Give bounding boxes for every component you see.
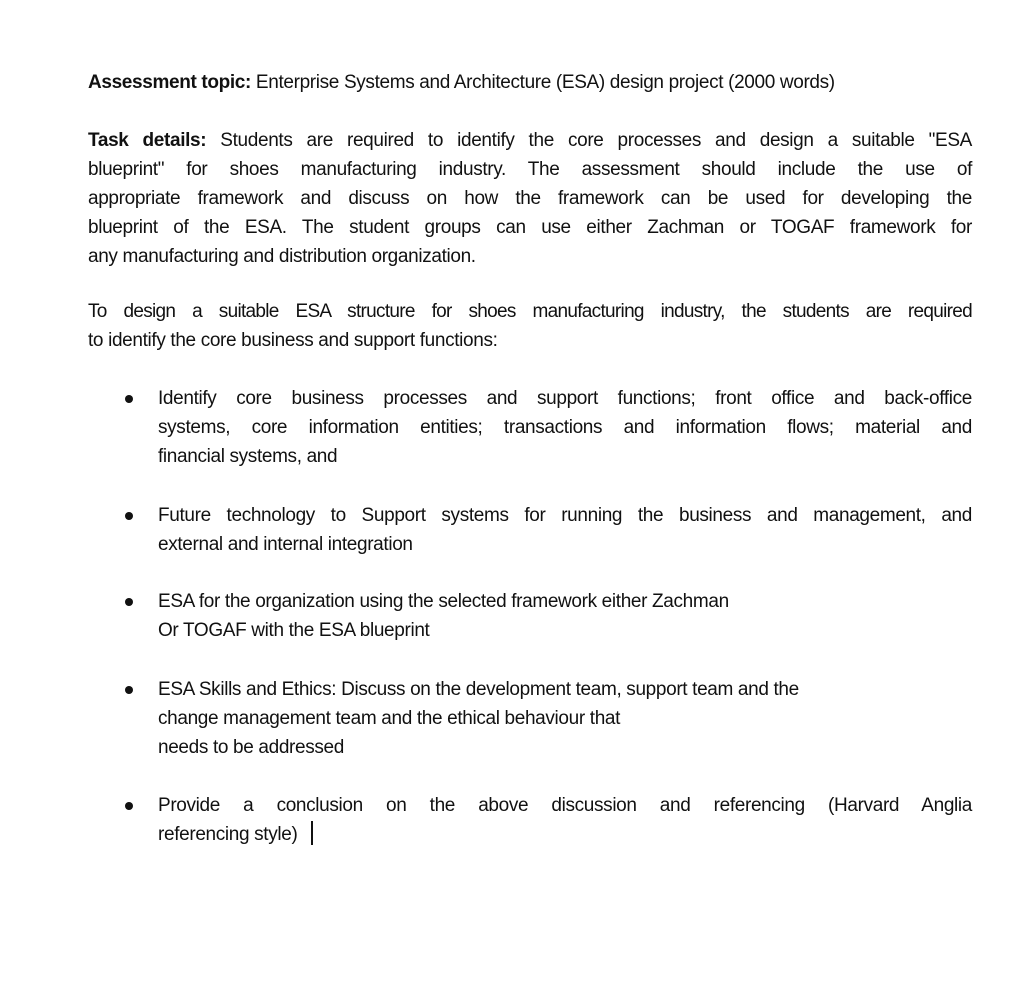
bullet-dot-icon: [125, 395, 133, 403]
task-line-1: Task details: Students are required to identify the core processes and design a suitable "ESA: [88, 130, 972, 151]
assessment-topic-label: Assessment topic:: [88, 72, 251, 93]
assessment-topic-text: Enterprise Systems and Architecture (ESA) design project (2000 words): [251, 72, 835, 93]
text-cursor: [311, 821, 313, 845]
task-line-3: appropriate framework and discuss on how the framework can be used for developing the: [88, 188, 972, 209]
assessment-topic: [88, 68, 972, 97]
intro-line-2: to identify the core business and support functions:: [88, 330, 498, 351]
intro-paragraph: [88, 297, 972, 355]
intro-line-1: To design a suitable ESA structure for shoes manufacturing industry, the students are required: [88, 301, 972, 322]
bullet-dot-icon: [125, 598, 133, 606]
task-line-5: any manufacturing and distribution organization.: [88, 246, 476, 267]
bullet-dot-icon: [125, 686, 133, 694]
task-line-4: blueprint of the ESA. The student groups can use either Zachman or TOGAF framework for: [88, 217, 972, 238]
task-line-2: blueprint" for shoes manufacturing industry. The assessment should include the use of: [88, 159, 972, 180]
bullet-dot-icon: [125, 512, 133, 520]
task-details-label: Task details:: [88, 130, 207, 151]
bullet-dot-icon: [125, 802, 133, 810]
task-details: [88, 126, 972, 271]
